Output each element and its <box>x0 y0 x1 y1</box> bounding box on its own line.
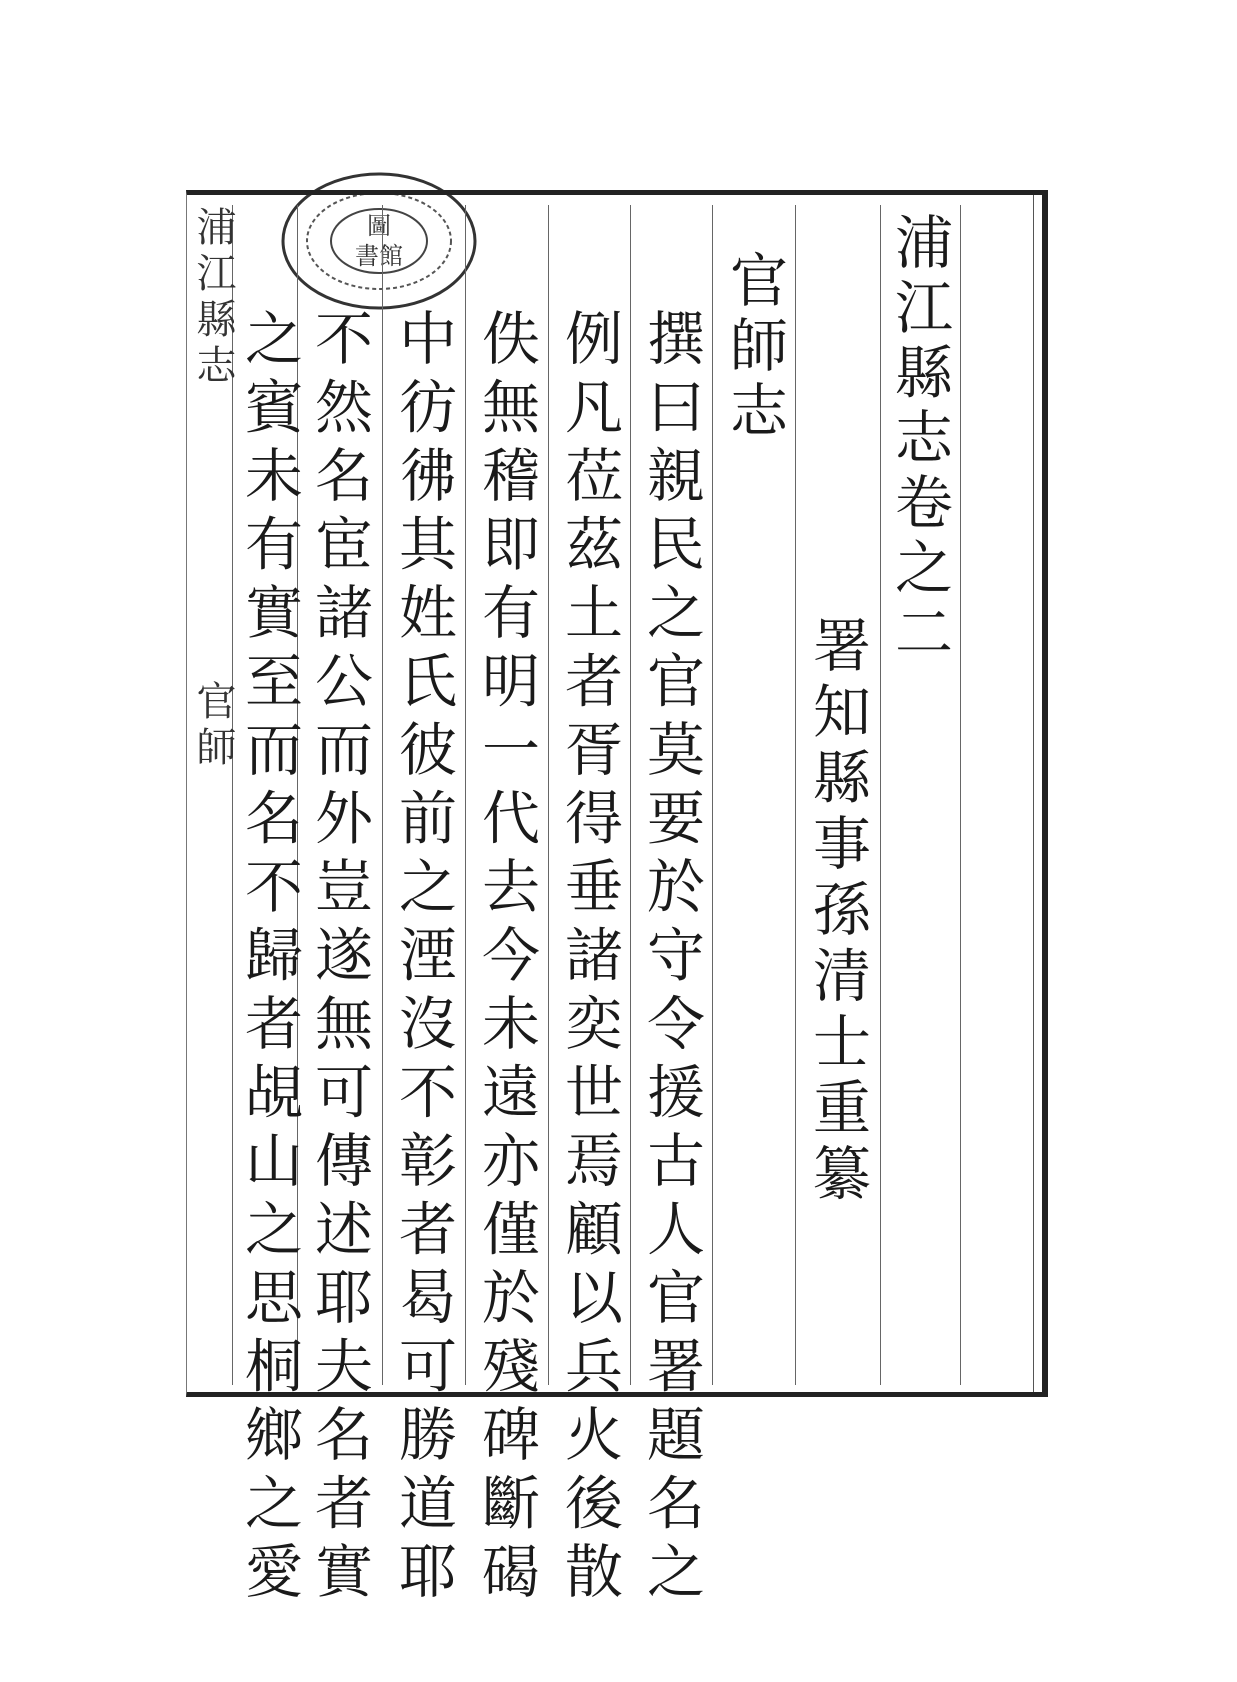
margin-book-title: 浦江縣志 <box>190 206 236 390</box>
column-rule <box>382 205 383 1385</box>
column-rule <box>712 205 713 1385</box>
svg-text:圖: 圖 <box>367 212 391 240</box>
body-column-1: 撰曰親民之官莫要於守令援古人官署題名之 <box>637 308 705 1610</box>
column-rule <box>880 205 881 1385</box>
column-rule <box>630 205 631 1385</box>
frame-inner-rule <box>1033 195 1034 1392</box>
svg-text:書館: 書館 <box>355 242 403 270</box>
section-title: 官師志 <box>720 250 788 445</box>
body-column-2: 例凡莅茲土者胥得垂諸奕世焉顧以兵火後散 <box>555 308 623 1610</box>
body-column-4: 中彷彿其姓氏彼前之湮沒不彰者曷可勝道耶 <box>389 308 457 1610</box>
compiler-line: 署知縣事孫清士重纂 <box>803 615 871 1209</box>
body-column-5: 不然名宦諸公而外豈遂無可傳述耶夫名者實 <box>305 308 373 1610</box>
column-rule <box>795 205 796 1385</box>
column-rule <box>960 205 961 1385</box>
book-title: 浦江縣志卷之二 <box>885 212 953 667</box>
column-rule <box>465 205 466 1385</box>
margin-section-label: 官師 <box>190 680 236 772</box>
column-rule <box>548 205 549 1385</box>
body-column-6: 之賓未有實至而名不歸者覘山之思桐鄉之愛 <box>235 308 303 1610</box>
body-column-3: 佚無稽即有明一代去今未遠亦僅於殘碑斷碣 <box>472 308 540 1610</box>
